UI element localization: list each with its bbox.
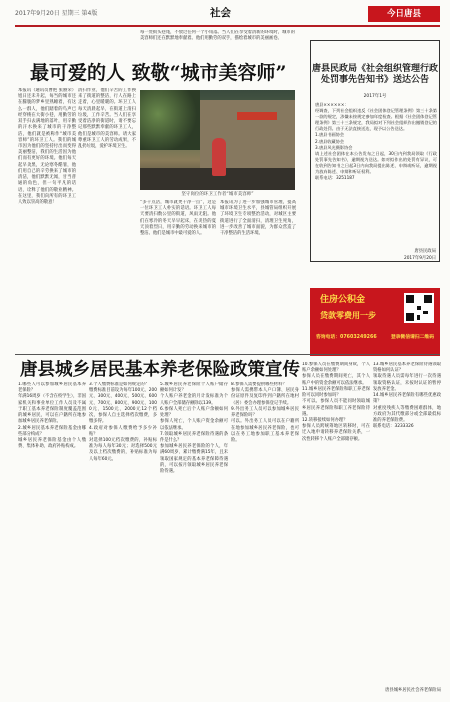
newspaper-logo: 今日唐县	[368, 6, 440, 22]
article2-footer: 唐县城乡居民社会养老保险局	[385, 688, 441, 693]
article1-col3: 每一处街头巷尾，不放过任何一个小角落。当人们在享受着清新的环境时，城市的美容师们还在默默地奉献着。他们用勤劳的双手，描绘着城市的美丽画卷。	[140, 30, 295, 42]
notice-office: 唐县民政局	[414, 249, 436, 254]
article2-col5: 10.参保人员在缴费期间身故，个人账户余额如何处理？ 参保人员在缴费期间死亡，其个人账户中的资金余额可以依法继承。 11.城乡居民养老保险和职工养老保险可以同时参加吗？ 不可以。参保人员不能同时领取城乡居民养老保险和职工养老保险待遇。 12.转移接续如何办理？ 参保人员跨统筹地区转移时，可在迁入地申请转移养老保险关系，一次性转移个人账户全部储存额。	[302, 362, 370, 442]
street-photo	[140, 90, 295, 190]
housing-fund-ad	[310, 288, 440, 356]
qr-code-icon	[404, 293, 434, 323]
ad-phone: 咨询电话：07603249266	[316, 335, 377, 340]
article1-col5: 本报讯为了进一步加强城市管理，提高城市环境卫生水平，县城管局组织开展了环境卫生专项整治活动，对城区主要街道进行了全面清扫，清理卫生死角，进一步改善了城市面貌，为群众营造了干净整洁的生活环境。	[220, 200, 296, 237]
article2-headline: 唐县城乡居民基本养老保险政策宣传	[20, 360, 300, 380]
photo-sanitation-worker	[212, 138, 226, 176]
article1-col4: “多干点活，城市就更干净一点”，这是一位环卫工人朴实的话语。环卫工人每天要清扫数公里的街道，风雨无阻。他们在寒冷的冬天早早起床，在炎热的夏天顶着烈日，用辛勤的劳动换来城市的整洁。他们是城市中最可爱的人。	[140, 200, 216, 237]
notice-number: 2017年1号	[363, 94, 387, 99]
article2-col6: 13.城乡居民基本养老保险待遇领取资格如何认证？ 领取待遇人员需每年进行一次待遇领取资格认证，未按时认证的暂停发放养老金。 14.城乡居民养老保险有哪些优惠政策？ 对重度残疾人等缴费困难群体，地方政府为其代缴部分或全部最低标准的养老保险费。 联系电话：3233326	[373, 362, 441, 430]
ad-line1: 住房公积金	[320, 295, 366, 305]
article1-col1: 本报讯（通讯员曹艳 张丽荣）旭日还未升起，每当的城市还在朦胧的梦乡里熟睡着，有这么一群人，他们踏着的鸟声已经穿梭在大街小巷，用勤劳的双手扫去满地的落叶，用辛勤的汗水换来了城市的干净整洁，他们就是被称作“城市美容师”的环卫工人。我们的城市因为他们的坚持付出而变得美丽整洁，我们的生活因为他们而有更好的环境。他们每天起早贪黑，无论寒冬酷暑，他们用自己的辛劳换来了城市的清洁，他们默默无闻，甘当普通的角色，但一句平凡的话语，诠释了他们的敬业精神。在这里，我们向所有的环卫工人致以崇高的敬意！	[18, 88, 76, 205]
page-header	[15, 6, 440, 23]
article1-col2: 清扫作业，他们辛苦的工作换来了街道的整洁，行人在路上走着，心里暖暖的。环卫工人每天清晨起早，在街道上清扫垃圾，工作辛苦。当人们在享受着洁净的街道时，请不要忘记那些默默奉献的环卫工人，他们是城市的美容师。请大家尊重环卫工人的劳动成果，不乱扔垃圾，爱护环境卫生。	[78, 88, 136, 149]
issue-date: 2017年9月20日 星期三 第4版	[15, 10, 98, 17]
header-rule	[15, 25, 440, 27]
photo-tree	[140, 90, 200, 150]
photo-caption: 坚守岗位的环卫工作者“城市美容师”	[181, 192, 254, 197]
section-divider	[15, 354, 440, 355]
notice-title: 唐县民政局《社会组织管理行政处罚事先告知书》送达公告	[312, 64, 439, 86]
article2-col3: 5.城乡居民养老保险个人账户储存额如何计发？ 个人账户养老金的月计发标准为个人账户全部储存额除以139。 6.参保人死亡后个人账户余额如何处理？ 参保人死亡，个人账户资金余额可以依法继承。 7.领取城乡居民养老保险待遇的条件是什么？ 参加城乡居民养老保险的个人，年满60周岁、累计缴费满15年，且未领取国家规定的基本养老保障待遇的，可以按月领取城乡居民养老保险待遇。	[160, 382, 228, 475]
photo-sign	[237, 112, 277, 120]
ad-line2: 贷款零费用一步	[320, 311, 376, 320]
section-title: 社会	[210, 7, 231, 19]
notice-date: 2017年9月20日	[403, 256, 436, 261]
article2-col4: 8.参保人需要提供哪些材料？ 参保人需携带本人户口簿、居民身份证原件及复印件到户籍所在地村（居）委会办理参保登记手续。 9.外出务工人员可以参加城乡居民养老保险吗？ 可以。外出务工人员可以在户籍所在地参加城乡居民养老保险，也可以在务工地参加职工基本养老保险。	[231, 382, 299, 443]
notice-body: 唐县××××××： 经调查，下列社会组织违反《社会团体登记管理条例》第三十条第一款的规定，涉嫌未按规定参加年度检查。根据《社会团体登记管理条例》第三十三条规定，我局拟对下列社会组织作出撤销登记的行政处罚。由于无法直接送达，现予以公告送达。 1.唐县书画协会 2.唐县收藏协会 3.唐县风光摄影协会 请上述社会团体在本公告发布之日起，30日内到我局领取《行政处罚事先告知书》，逾期视为送达。如对拟作出的处罚有异议，可在收到告知书之日起3日内向我局提出陈述、申辩或听证，逾期视为放弃陈述、申辩和听证权利。 联系电话：3251187	[315, 102, 437, 181]
article1-headline: 最可爱的人 致敬“城市美容师”	[30, 62, 287, 84]
article2-col1: 1.哪些人可以参加城乡居民基本养老保险？ 年满16周岁（不含在校学生），非国家机关和事业单位工作人员及不属于职工基本养老保险制度覆盖范围的城乡居民，可以在户籍所在地参加城乡居民养老保险。 2.城乡居民基本养老保险基金由哪些部分构成？ 城乡居民养老保险基金由个人缴费、集体补助、政府补贴构成。	[18, 382, 86, 450]
article2-col2: 3.个人缴费标准是如何规定的？ 缴费标准目前设为每年100元、200元、300元、400元、500元、600元、700元、800元、900元、1000元、1500元、2000元12个档次，参保人自主选择档次缴费，多缴多得。 4.政府对参保人缴费给予多少补贴？ 对选择100元档次缴费的，补贴标准为每人每年30元；对选择500元及以上档次缴费的，补贴标准为每人每年60元。	[89, 382, 157, 462]
ad-wechat: 登录微信请扫二维码	[390, 335, 434, 340]
